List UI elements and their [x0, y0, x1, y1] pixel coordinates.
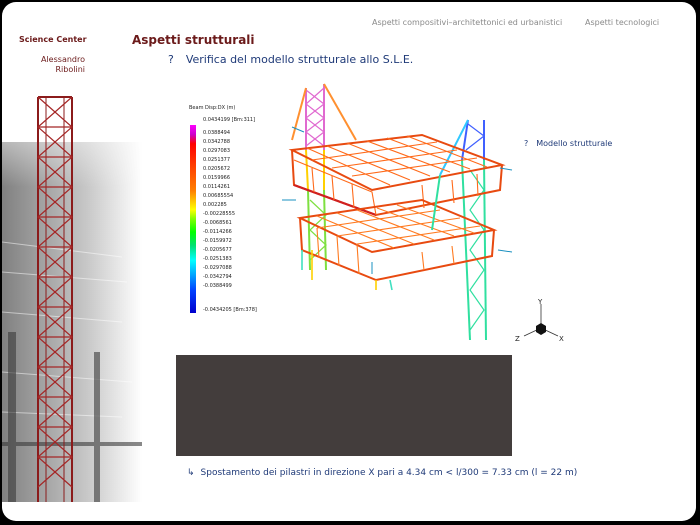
orientation-axes-icon: [512, 296, 572, 346]
legend-values: [203, 129, 235, 291]
nav-link-technological[interactable]: Aspetti tecnologici: [585, 18, 660, 27]
displacement-legend: [186, 105, 260, 317]
legend-value: -0.0159972: [203, 238, 232, 244]
legend-value: 0.0205672: [203, 166, 231, 172]
nav-link-architectural[interactable]: Aspetti compositivi–architettonici ed urbanistici: [372, 18, 563, 27]
tower-photo: [2, 82, 142, 502]
legend-value: 0.0159966: [203, 175, 231, 181]
axis-y-label: Y: [538, 298, 543, 306]
top-navigation: [2, 18, 696, 32]
page-subtitle: [168, 53, 413, 66]
arrow-icon: ↳: [187, 468, 195, 478]
legend-value: -0.0251383: [203, 256, 232, 262]
axis-z-label: Z: [515, 335, 520, 343]
legend-value: 0.0342788: [203, 139, 231, 145]
legend-value: 0.002285: [203, 202, 227, 208]
legend-value: -0.0205677: [203, 247, 232, 253]
conclusion-text: Spostamento dei pilastri in direzione X pari a 4.34 cm < l/300 = 7.33 cm (l = 22 m): [200, 468, 578, 478]
legend-value: 0.0251377: [203, 157, 231, 163]
legend-value: -0.0388499: [203, 283, 232, 289]
legend-color-bar: [190, 125, 196, 313]
author-name: [22, 55, 85, 75]
legend-value: -0.0068561: [203, 220, 232, 226]
legend-value: -0.00228555: [203, 211, 236, 217]
slide: [2, 2, 696, 521]
model-label: [524, 139, 612, 148]
bullet-icon: ?: [168, 53, 174, 66]
legend-title: Beam Disp:DX (m): [189, 105, 236, 111]
conclusion-note: [187, 468, 577, 478]
legend-min: -0.0434205 [Bm:378]: [203, 307, 257, 313]
brand-label: Science Center: [19, 35, 87, 44]
legend-value: 0.0297083: [203, 148, 231, 154]
model-label-text: Modello strutturale: [536, 139, 613, 148]
legend-value: -0.0114266: [203, 229, 232, 235]
subtitle-text: Verifica del modello strutturale allo S.L.E.: [185, 53, 414, 66]
legend-value: 0.00685554: [203, 193, 234, 199]
structural-model-view: [272, 80, 532, 348]
legend-value: -0.0297088: [203, 265, 232, 271]
page-title: Aspetti strutturali: [132, 33, 255, 47]
bullet-icon: ?: [524, 139, 529, 148]
media-placeholder: [176, 355, 512, 456]
legend-value: 0.0388494: [203, 130, 231, 136]
author-first-name: Alessandro: [40, 55, 85, 64]
legend-value: 0.0114261: [203, 184, 231, 190]
legend-max: 0.0434199 [Bm:311]: [203, 117, 256, 123]
author-last-name: Ribolini: [55, 65, 85, 74]
axis-x-label: X: [559, 335, 564, 343]
legend-value: -0.0342794: [203, 274, 232, 280]
